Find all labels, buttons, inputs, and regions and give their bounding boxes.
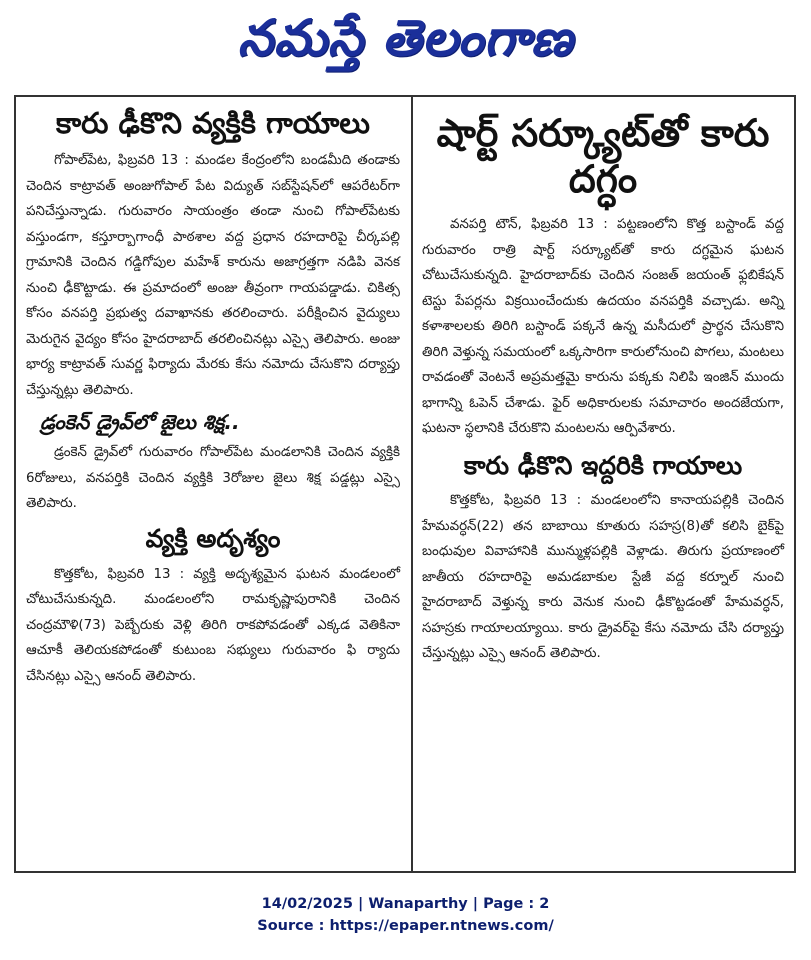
story-headline: డ్రంకెన్ డ్రైవ్‌లో జైలు శిక్ష.. [40,410,240,435]
masthead [0,0,811,88]
left-column [16,97,410,871]
clipping-frame [14,95,796,873]
story-body: డ్రంకెన్ డ్రైవ్‌లో గురువారం గోపాల్‌పేట మండలానికి చెందిన వ్యక్తికి 6రోజులు, వనపర్తికి చెందిన వ్యక్తికి 3రోజుల జైలు శిక్ష పడ్డట్లు ఎస్సై తెలిపారు. [26,445,400,512]
story-body: కొత్తకోట, ఫిబ్రవరి 13 : వ్యక్తి అదృశ్యమైన ఘటన మండలంలో చోటుచేసుకున్నది. మండలంలోని రామకృష్ణాపురానికి చెందిన చంద్రమౌళి(73) పెబ్బేరుకు వెళ్లి తిరిగి రాకపోవడంతో ఎక్కడ వెతికినా ఆచూకీ తెలియకపోడంతో కుటుంబ సభ్యులు గురువారం ఫి ర్యాదు చేసినట్లు ఎస్సై ఆనంద్ తెలిపారు. [26,566,400,684]
newspaper-logo: నమస్తే తెలంగాణ [237,8,574,67]
story-headline: షార్ట్ సర్క్యూట్‌తో కారు దగ్ధం [436,111,770,201]
column-divider [411,97,413,871]
story-body: వనపర్తి టౌన్, ఫిబ్రవరి 13 : పట్టణంలోని కొత్త బస్టాండ్ వద్ద గురువారం రాత్రి షార్ట్ సర్క్యూట్‌తో కారు దగ్ధమైన ఘటన చోటుచేసుకున్నది. హైదరాబాద్‌కు చెందిన సంజత్ జయంత్ ఫ్లబికేషన్ టెస్టు పేపర్లను విక్రయించేందుకు ఉదయం వనపర్తికి వచ్చాడు. అన్ని కళాశాలలకు తిరిగి బస్టాండ్ పక్కనే ఉన్న మసీదులో ప్రార్థన చేసుకొని తిరిగి వెళ్తున్న సమయంలో ఒక్కసారిగా కారులోనుంచి పొగలు, మంటలు రావడంతో వెంటనే అప్రమత్తమై కారును పక్కకు నిలిపి ఇంజిన్ ముందు భాగాన్ని ఓపెన్ చేశాడు. ఫైర్ అధికారులకు సమాచారం అందజేయగా, ఘటనా స్థలానికి చేరుకొని మంటలను ఆర్పివేశారు. [422,217,784,437]
story-headline: కారు ఢీకొని వ్యక్తికి గాయాలు [56,106,370,140]
source-footer [0,893,811,937]
edition-info: 14/02/2025 | Wanaparthy | Page : 2 [261,896,550,912]
right-column [414,97,794,871]
story-body: గోపాల్‌పేట, ఫిబ్రవరి 13 : మండల కేంద్రంలోని బండమీది తండాకు చెందిన కాట్రావత్ అంజుగోపాల్ పేట విద్యుత్ సబ్‌స్టేషన్‌లో ఆపరేటర్‌గా పనిచేస్తున్నాడు. గురువారం సాయంత్రం తండా నుంచి గోపాల్‌పేటకు వస్తుండగా, కస్తూర్బాగాంధీ పాఠశాల వద్ద ప్రధాన రహదారిపై చీర్కపల్లి గ్రామానికి చెందిన గడ్డిగోపుల మహేశ్ కారును అజాగ్రత్తగా నడిపి వెనక నుంచి ఢీకొట్టాడు. ఈ ప్రమాదంలో అంజు తీవ్రంగా గాయపడ్డాడు. చికిత్స కోసం వనపర్తి ప్రభుత్వ దవాఖానకు తరలించారు. పరీక్షించిన వైద్యులు మెరుగైన వైద్యం కోసం హైదరాబాద్ తరలించినట్లు ఎస్సై తెలిపారు. అంజు భార్య కాట్రావత్ సువర్ణ ఫిర్యాదు మేరకు కేసు నమోదు చేసుకొని దర్యాప్తు చేస్తున్నట్లు తెలిపారు. [26,153,400,398]
story-body: కొత్తకోట, ఫిబ్రవరి 13 : మండలంలోని కానాయపల్లికి చెందిన హేమవర్ధన్(22) తన బాబాయి కూతురు సహస్ర(8)తో కలిసి బైక్‌పై బంధువుల వివాహానికి మున్ముళ్లపల్లికి వెళ్లాడు. తిరుగు ప్రయాణంలో జాతీయ రహదారిపై అమడబాకుల స్టేజీ వద్ద కర్నూల్ నుంచి హైదరాబాద్ వెళ్తున్న కారు వెనుక నుంచి ఢీకొట్టడంతో హేమవర్ధన్, సహస్రకు గాయాలయ్యాయి. కారు డ్రైవర్‌పై కేసు నమోదు చేసి దర్యాప్తు చేస్తున్నట్లు ఎస్సై ఆనంద్ తెలిపారు. [422,493,784,662]
story-headline: వ్యక్తి అదృశ్యం [145,523,281,553]
story-headline: కారు ఢీకొని ఇద్దరికి గాయాలు [463,450,743,480]
source-link[interactable]: Source : https://epaper.ntnews.com/ [257,918,554,934]
